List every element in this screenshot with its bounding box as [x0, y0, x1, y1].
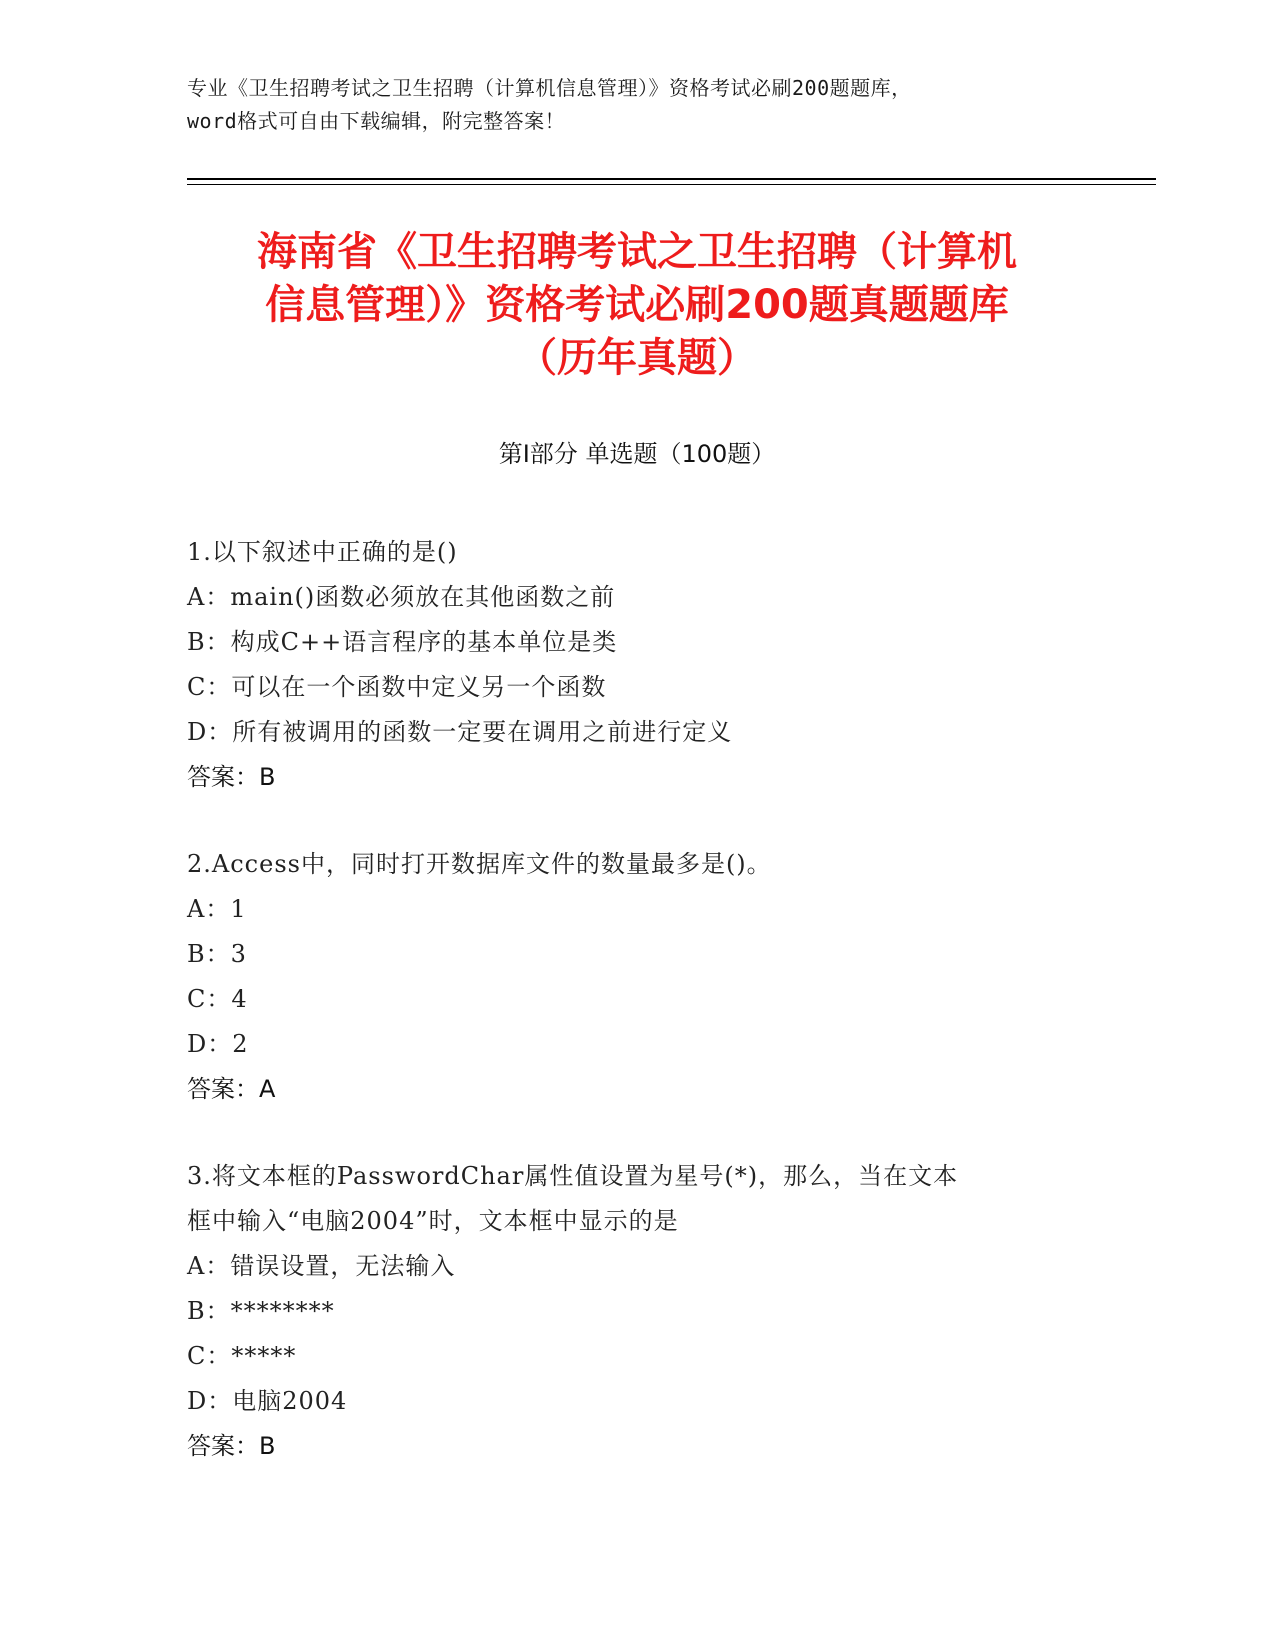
option-d: D：2	[187, 1030, 249, 1058]
option-c: C：可以在一个函数中定义另一个函数	[187, 673, 607, 701]
question-list	[187, 530, 1087, 1511]
document-title	[187, 226, 1087, 385]
header-note-line-1: 专业《卫生招聘考试之卫生招聘（计算机信息管理）》资格考试必刷200题题库，	[187, 76, 912, 100]
answer-key: 答案：B	[187, 1432, 276, 1460]
document-title-line-1: 海南省《卫生招聘考试之卫生招聘（计算机	[257, 229, 1017, 275]
question-stem-line: 2.Access中，同时打开数据库文件的数量最多是()。	[187, 850, 772, 878]
option-c: C：*****	[187, 1342, 297, 1370]
option-c: C：4	[187, 985, 248, 1013]
answer-key: 答案：A	[187, 1075, 276, 1103]
question-stem-line: 框中输入“电脑2004”时，文本框中显示的是	[187, 1207, 679, 1235]
option-a: A：main()函数必须放在其他函数之前	[187, 583, 616, 611]
header-note	[187, 72, 1087, 138]
answer-key: 答案：B	[187, 763, 276, 791]
option-d: D：所有被调用的函数一定要在调用之前进行定义	[187, 718, 733, 746]
header-note-line-2: word格式可自由下载编辑，附完整答案！	[187, 109, 566, 133]
header-rule-thin	[187, 184, 1156, 185]
option-a: A：错误设置，无法输入	[187, 1252, 456, 1280]
question-stem	[187, 530, 1087, 575]
question-stem	[187, 842, 1087, 887]
option-b: B：3	[187, 940, 247, 968]
option-b: B：构成C++语言程序的基本单位是类	[187, 628, 618, 656]
section-heading: 第I部分 单选题（100题）	[498, 440, 776, 468]
document-title-line-3: （历年真题）	[517, 335, 757, 381]
header-rule-thick	[187, 178, 1156, 180]
document-title-line-2: 信息管理）》资格考试必刷200题真题题库	[265, 282, 1009, 328]
option-a: A：1	[187, 895, 247, 923]
question-stem-line: 1.以下叙述中正确的是()	[187, 538, 458, 566]
question-stem-line: 3.将文本框的PasswordChar属性值设置为星号(*)，那么，当在文本	[187, 1162, 959, 1190]
question-stem	[187, 1154, 1087, 1244]
option-d: D：电脑2004	[187, 1387, 348, 1415]
question-2	[187, 842, 1087, 1112]
question-1	[187, 530, 1087, 800]
question-3	[187, 1154, 1087, 1469]
option-b: B：********	[187, 1297, 335, 1325]
